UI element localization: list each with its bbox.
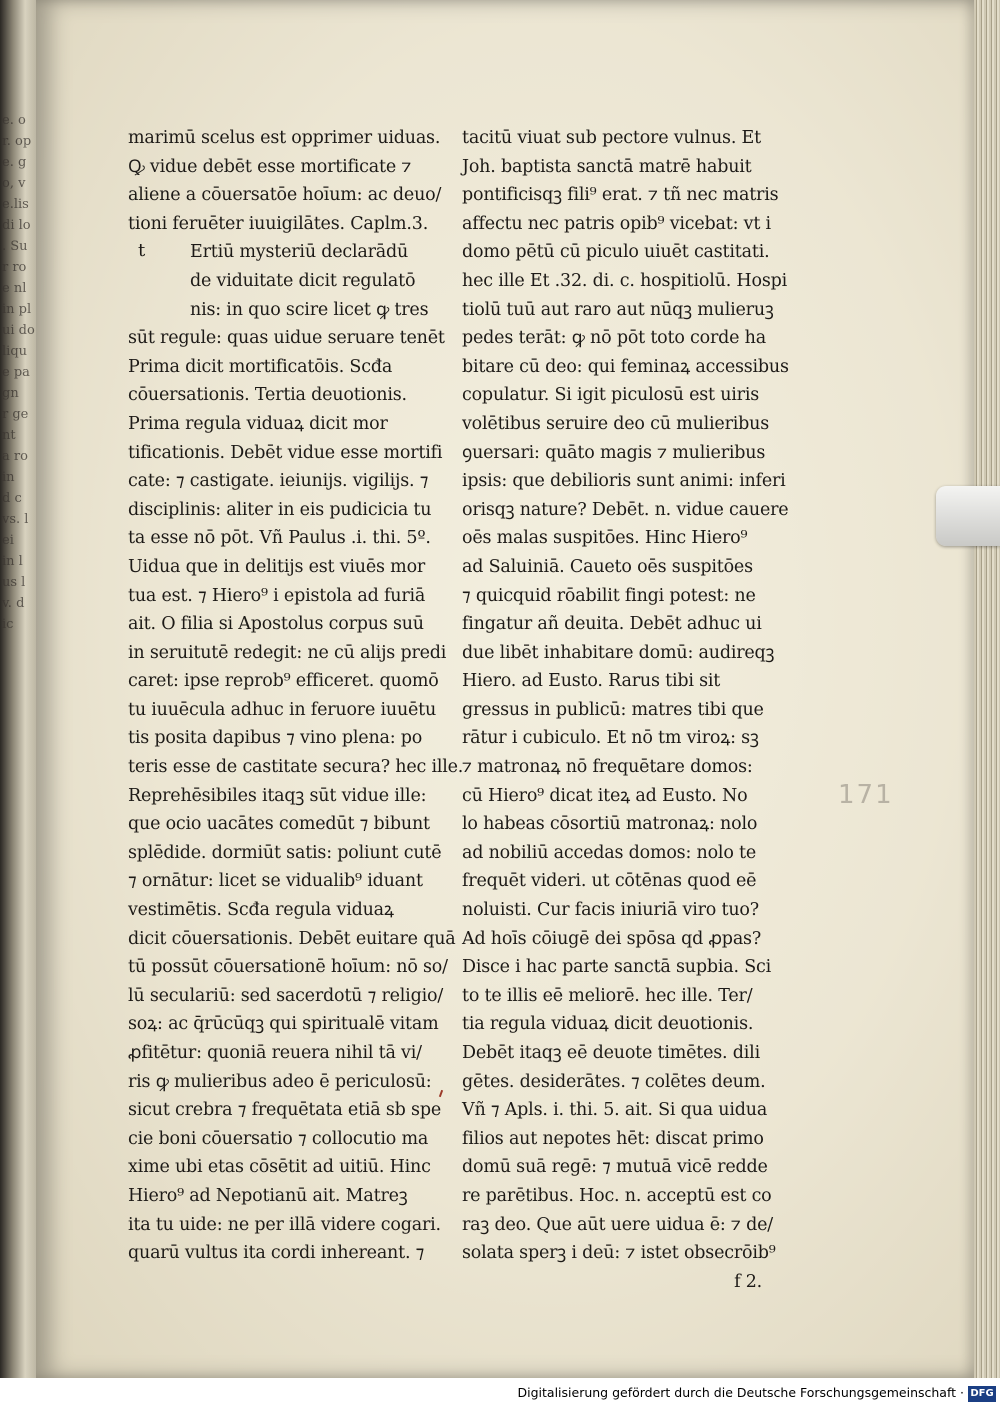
bleed-line: vs. l bbox=[2, 512, 29, 527]
text-line: Prima regula viduaꝝ dicit mor bbox=[128, 413, 388, 434]
text-line: solata sperꝫ i deū: ⁊ istet obsecrōib⁹ bbox=[462, 1243, 776, 1264]
bleed-line: ui do bbox=[2, 323, 35, 338]
text-line: splēdide. dormiūt satis: poliunt cutē bbox=[128, 842, 442, 863]
text-line: marimū scelus est opprimer uiduas. bbox=[128, 128, 441, 148]
bleed-line: r ge bbox=[2, 407, 29, 422]
text-line: rātur i cubiculo. Et nō tm viroꝝ: sꝫ bbox=[462, 728, 759, 749]
bleed-line: e. g bbox=[2, 155, 27, 170]
bleed-line: nt bbox=[2, 428, 16, 443]
text-line: due libēt inhabitare domū: audireqꝫ bbox=[462, 642, 775, 663]
text-line: tua est. ⁊ Hiero⁹ i epistola ad furiā bbox=[128, 585, 426, 606]
text-line: dicit cōuersationis. Debēt euitare quā bbox=[128, 928, 456, 949]
right-text-column bbox=[462, 124, 789, 1296]
text-line: noluisti. Cur facis iniuriā viro tuo? bbox=[462, 900, 759, 921]
text-line: Uidua que in delitijs est viuēs mor bbox=[128, 556, 426, 577]
text-line: domū suā regē: ⁊ mutuā vicē redde bbox=[462, 1157, 768, 1178]
text-line: tioni feruēter iuuigilātes. Caplm.3. bbox=[128, 213, 429, 234]
text-line: lū seculariū: sed sacerdotū ⁊ religio/ bbox=[128, 985, 444, 1006]
text-line: Debēt itaqꝫ eē deuote timētes. dili bbox=[462, 1043, 760, 1063]
page-stack-edge bbox=[974, 0, 1000, 1378]
bleed-line: e nl bbox=[2, 281, 27, 296]
text-line: ait. O filia si Apostolus corpus suū bbox=[128, 614, 424, 635]
bleed-line: . Su bbox=[2, 239, 28, 254]
bleed-line: in bbox=[2, 470, 15, 485]
text-line: Hiero. ad Eusto. Rarus tibi sit bbox=[462, 671, 721, 692]
text-line: xime ubi etas cōsētit ad uitiū. Hinc bbox=[128, 1157, 431, 1178]
text-line: ta esse nō pōt. Vñ Paulus .i. thi. 5º. bbox=[128, 528, 431, 549]
left-page-bleed-text bbox=[2, 110, 34, 1270]
text-line: ris ꝙ mulieribus adeo ē periculosū: bbox=[128, 1071, 432, 1092]
bleed-line: in pl bbox=[2, 302, 32, 317]
text-line: ꝓfitētur: quoniā reuera nihil tā vi/ bbox=[128, 1043, 422, 1063]
text-line: bitare cū deo: qui feminaꝝ accessibus bbox=[462, 356, 789, 377]
text-line: Prima dicit mortificatōis. Scđa bbox=[128, 356, 393, 377]
left-page-edge bbox=[0, 0, 36, 1378]
signature-mark: f 2. bbox=[734, 1271, 762, 1292]
text-line: raꝫ deo. Que aūt uere uidua ē: ⁊ de/ bbox=[462, 1214, 773, 1235]
text-line: soꝝ: ac q̄rūcūqꝫ qui spiritualē vitam bbox=[128, 1014, 439, 1035]
text-line: in seruitutē redegit: ne cū alijs predi bbox=[128, 642, 447, 663]
text-line: Ad hoīs cōiugē dei spōsa qd ꝓpas? bbox=[462, 928, 762, 949]
text-line: tū possūt cōuersationē hoīum: nō so/ bbox=[128, 957, 448, 978]
text-line: nis: in quo scire licet ꝙ tres bbox=[190, 299, 429, 320]
text-line: cōuersationis. Tertia deuotionis. bbox=[128, 385, 407, 406]
text-line: volētibus seruire deo cū mulieribus bbox=[462, 413, 770, 434]
text-line: tiolū tuū aut raro aut nūqꝫ mulieruꝫ bbox=[462, 299, 774, 320]
text-line: Vñ ⁊ Apls. i. thi. 5. ait. Si qua uidua bbox=[462, 1100, 768, 1121]
folio-number: 171 bbox=[838, 780, 894, 810]
text-line: gressus in publicū: matres tibi que bbox=[462, 699, 764, 720]
bleed-line: in l bbox=[2, 554, 23, 569]
text-line: ad nobiliū accedas domos: nolo te bbox=[462, 842, 757, 863]
text-line: de viduitate dicit regulatō bbox=[190, 270, 416, 291]
text-line: cate: ⁊ castigate. ieiunijs. vigilijs. ⁊ bbox=[128, 471, 429, 492]
text-line: Reprehēsibiles itaqꝫ sūt vidue ille: bbox=[128, 785, 427, 806]
text-line: tia regula viduaꝝ dicit deuotionis. bbox=[462, 1014, 754, 1035]
credit-bar bbox=[0, 1378, 1000, 1410]
text-line: quarū vultus ita cordi inhereant. ⁊ bbox=[128, 1243, 425, 1264]
bleed-line: r. op bbox=[2, 134, 32, 149]
bleed-line: gn bbox=[2, 386, 19, 401]
text-line: Hiero⁹ ad Nepotianū ait. Matreꝫ bbox=[128, 1185, 408, 1206]
text-line: pontificisqꝫ fili⁹ erat. ⁊ tñ nec matris bbox=[462, 185, 779, 206]
text-line: disciplinis: aliter in eis pudicicia tu bbox=[128, 499, 432, 520]
page-clip bbox=[936, 486, 1000, 546]
bleed-line: e.lis bbox=[2, 197, 29, 212]
bleed-line: a ro bbox=[2, 449, 28, 464]
text-line: vestimētis. Scđa regula viduaꝝ bbox=[128, 900, 394, 921]
text-line: ꝯuersari: quāto magis ⁊ mulieribus bbox=[462, 442, 766, 463]
text-line: domo pētū cū piculo uiuēt castitati. bbox=[462, 242, 770, 263]
text-line: pedes terāt: ꝙ nō pōt toto corde ha bbox=[462, 328, 766, 349]
credit-text: Digitalisierung gefördert durch die Deutsche Forschungsgemeinschaft · bbox=[517, 1385, 964, 1400]
text-line: sūt regule: quas uidue seruare tenēt bbox=[128, 328, 445, 349]
text-line: oēs malas suspitōes. Hinc Hiero⁹ bbox=[462, 528, 748, 549]
bleed-line: d c bbox=[2, 491, 22, 506]
text-line: cū Hiero⁹ dicat iteꝝ ad Eusto. No bbox=[462, 785, 748, 806]
text-line: tificationis. Debēt vidue esse mortifi bbox=[128, 442, 443, 463]
dfg-logo: DFG bbox=[968, 1386, 996, 1402]
text-line: frequēt videri. ut cōtēnas quod eē bbox=[462, 871, 757, 892]
bleed-line: o, v bbox=[2, 176, 26, 191]
text-line: to te illis eē meliorē. hec ille. Ter/ bbox=[462, 985, 753, 1006]
bleed-line: e pa bbox=[2, 365, 30, 380]
text-line: aliene a cōuersatōe hoīum: ac deuo/ bbox=[128, 185, 442, 206]
bleed-line: liqu bbox=[2, 344, 28, 359]
text-line: lo habeas cōsortiū matronaꝝ: nolo bbox=[462, 814, 758, 835]
text-line: ⁊ matronaꝝ nō frequētare domos: bbox=[462, 757, 753, 778]
text-line: que ocio uacātes comedūt ⁊ bibunt bbox=[128, 814, 430, 835]
left-text-column bbox=[128, 124, 464, 1268]
text-line: copulatur. Si igit piculosū est uiris bbox=[462, 385, 760, 406]
initial-letter-guide: t bbox=[138, 240, 146, 261]
text-line: Disce i hac parte sanctā supbia. Sci bbox=[462, 957, 772, 978]
text-line: sicut crebra ⁊ frequētata etiā sb spe bbox=[128, 1100, 441, 1121]
bleed-line: us l bbox=[2, 575, 26, 590]
text-line: ⁊ ornātur: licet se vidualib⁹ iduant bbox=[128, 871, 423, 892]
text-line: filios aut nepotes hēt: discat primo bbox=[462, 1128, 764, 1149]
text-line: tacitū viuat sub pectore vulnus. Et bbox=[462, 128, 761, 148]
text-line: orisqꝫ nature? Debēt. n. vidue cauere bbox=[462, 499, 789, 520]
bleed-line: ic bbox=[2, 617, 14, 632]
text-line: ipsis: que debilioris sunt animi: inferi bbox=[462, 471, 786, 492]
text-line: affectu nec patris opib⁹ vicebat: vt i bbox=[462, 213, 771, 234]
text-line: ad Saluiniā. Caueto oēs suspitōes bbox=[462, 556, 753, 577]
bleed-line: r ro bbox=[2, 260, 27, 275]
text-line: hec ille Et .32. di. c. hospitiolū. Hospi bbox=[462, 270, 788, 291]
bleed-line: e. o bbox=[2, 113, 26, 128]
text-line: caret: ipse reprob⁹ efficeret. quomō bbox=[128, 671, 439, 692]
text-line: ⁊ quicquid rōabilit fingi potest: ne bbox=[462, 585, 756, 606]
text-line: tu iuuēcula adhuc in feruore iuuētu bbox=[128, 699, 437, 720]
bleed-line: v. d bbox=[2, 596, 25, 611]
text-line: fingatur añ deuita. Debēt adhuc ui bbox=[462, 614, 762, 635]
text-line: gētes. desiderātes. ⁊ colētes deum. bbox=[462, 1071, 766, 1092]
bleed-line: di lo bbox=[2, 218, 31, 233]
text-line: Ꝙ vidue debēt esse mortificate ⁊ bbox=[128, 156, 412, 177]
text-line: Joh. baptista sanctā matrē habuit bbox=[462, 156, 752, 177]
bleed-line: ei bbox=[2, 533, 14, 548]
text-line: tis posita dapibus ⁊ vino plena: po bbox=[128, 728, 423, 749]
text-line: re parētibus. Hoc. n. acceptū est co bbox=[462, 1185, 772, 1206]
text-line: teris esse de castitate secura? hec ille. bbox=[128, 757, 464, 778]
text-line: cie boni cōuersatio ⁊ collocutio ma bbox=[128, 1128, 429, 1149]
text-line: Ertiū mysteriū declarādū bbox=[190, 242, 409, 263]
text-line: ita tu uide: ne per illā videre cogari. bbox=[128, 1214, 441, 1235]
